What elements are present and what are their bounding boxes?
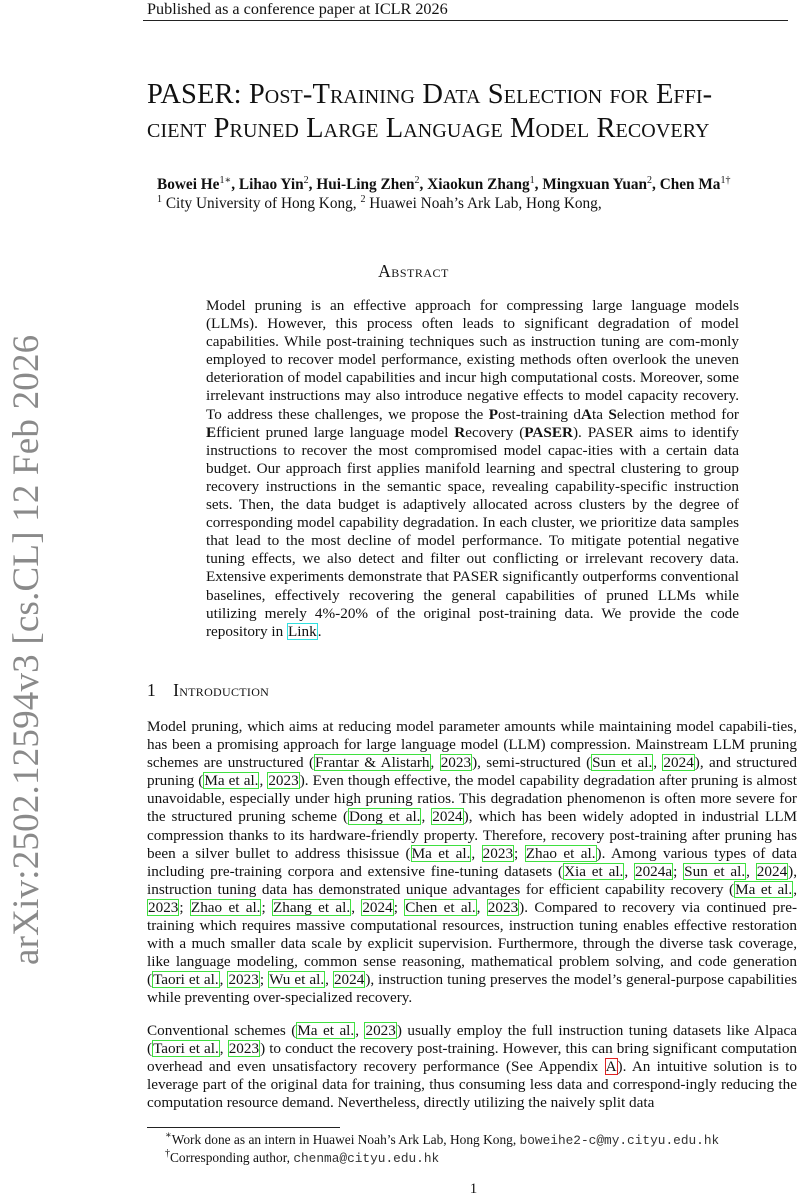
affiliation-1: City University of Hong Kong, — [165, 195, 357, 212]
citation-year-link[interactable]: 2024 — [362, 898, 393, 916]
footnote-2: †Corresponding author, chenma@cityu.edu.hk — [165, 1148, 440, 1166]
page-number: 1 — [469, 1181, 478, 1197]
citation-link[interactable]: Zhao et al. — [525, 844, 596, 862]
author-affil-mark: 1∗ — [219, 175, 232, 186]
citation-link[interactable]: Sun et al. — [684, 862, 746, 880]
citation-link[interactable]: Zhao et al. — [190, 898, 261, 916]
citation-year-link[interactable]: 2023 — [487, 898, 519, 916]
author-name: Chen Ma — [659, 176, 721, 193]
author-affil-mark: 1† — [720, 175, 731, 186]
citation-link[interactable]: Chen et al. — [405, 898, 476, 916]
author-name: Mingxuan Yuan — [542, 176, 648, 193]
citation-link[interactable]: Wu et al. — [269, 971, 325, 989]
citation-link[interactable]: Xia et al. — [564, 862, 624, 880]
citation-year-link[interactable]: 2023 — [228, 1040, 260, 1058]
arxiv-identifier-stamp: arXiv:2502.12594v3 [cs.CL] 12 Feb 2026 — [6, 334, 47, 965]
corresponding-email: chenma@cityu.edu.hk — [293, 1151, 440, 1166]
paper-title — [147, 78, 797, 146]
introduction-paragraph-1: Model pruning, which aims at reducing model parameter amounts while maintaining model capabili-ties, has been a promising approach for large language model (LLM) compression. Mainstream LLM pruning schemes are unstructured (Frantar & Alistarh, 2023), semi-structured (Sun et al., 2024), and structured pruning (Ma et al., 2023). Even though effective, the model capability degradation after pruning is almost unavoidable, especially under high pruning ratios. This degradation phenomenon is often more severe for the structured pruning scheme (Dong et al., 2024), which has been widely adopted in industrial LLM compression thanks to its hardware-friendly property. Therefore, recovery post-training after pruning has been a silver bullet to address thisissue (Ma et al., 2023; Zhao et al.). Among various types of data including pre-training corpora and extensive fine-tuning datasets (Xia et al., 2024a; Sun et al., 2024), instruction tuning data has demonstrated unique advantages for efficient capability recovery (Ma et al., 2023; Zhao et al.; Zhang et al., 2024; Chen et al., 2023). Compared to recovery via continued pre-training which requires massive computational resources, instruction tuning enables effective restoration with a much smaller data scale by explicit supervision. Furthermore, through the diverse task coverage, like language modeling, common sense reasoning, mathematical problem solving, and code generation (Taori et al., 2023; Wu et al., 2024), instruction tuning preserves the model’s general-purpose capabilities while preventing over-specialized recovery. — [147, 718, 798, 1007]
citation-link[interactable]: Sun et al. — [592, 754, 653, 772]
author-name: Hui-Ling Zhen — [316, 176, 415, 193]
author-name: Bowei He — [157, 176, 220, 193]
citation-year-link[interactable]: 2023 — [148, 898, 179, 916]
abstract-heading: Abstract — [378, 261, 449, 281]
footnote-rule — [147, 1127, 340, 1128]
citation-year-link[interactable]: 2024 — [756, 862, 788, 880]
citation-link[interactable]: Ma et al. — [204, 772, 259, 790]
author-affil-mark: 2 — [414, 175, 420, 186]
affil-mark: 1 — [157, 194, 162, 205]
citation-year-link[interactable]: 2024 — [333, 971, 365, 989]
section-heading-introduction: 1 Introduction — [147, 680, 270, 700]
citation-year-link[interactable]: 2024 — [432, 808, 463, 826]
author-list: Bowei $He^{1∗}$, Lihao Yin$^2$, Hui-Ling Zhen$^2$, Xiaokun Zhang$^1$, Mingxuan Yuan$^2$, Chen $Ma^{1\dagger}$ — [157, 175, 731, 193]
citation-year-link[interactable]: 2023 — [440, 754, 472, 772]
citation-year-link[interactable]: 2024a — [634, 862, 673, 880]
introduction-paragraph-2: Conventional schemes (Ma et al., 2023) usually employ the full instruction tuning datasets like Alpaca (Taori et al., 2023) to conduct the recovery post-training. However, this can bring significant computation overhead and even unsatisfactory recovery performance (See Appendix A). An intuitive solution is to leverage part of the original data for training, thus consuming less data and correspond-ingly reducing the computation resource demand. Nevertheless, directly utilizing the naively split data — [147, 1022, 798, 1112]
appendix-reference-link[interactable]: A — [605, 1058, 617, 1076]
author-affil-mark: 2 — [647, 175, 653, 186]
author-affil-mark: 2 — [303, 175, 309, 186]
citation-year-link[interactable]: 2023 — [268, 772, 299, 790]
footnote-1: ∗Work done as an intern in Huawei Noah’s Ark Lab, Hong Kong, boweihe2-c@my.cityu.edu.hk — [165, 1130, 720, 1148]
citation-link[interactable]: Dong et al. — [349, 808, 421, 826]
abstract-body: Model pruning is an effective approach for compressing large language models (LLMs). However, this process often leads to significant degradation of model capabilities. While post-training techniques such as instruction tuning are com-monly employed to recover model performance, existing methods often overlook the uneven deterioration of model capabilities and incur high computational costs. Moreover, some irrelevant instructions may also introduce negative effects to model capacity recovery. To address these challenges, we propose the Post-training dAta Selection method for Efficient pruned large language model Recovery (PASER). PASER aims to identify instructions to recover the most compromised model capac-ities with a certain data budget. Our approach first applies manifold learning and spectral clustering to group recovery instructions in the semantic space, revealing capability-specific instruction sets. Then, the data budget is adaptively allocated across clusters by the degree of corresponding model capability degradation. In each cluster, we prioritize data samples that lead to the most decline of model performance. To mitigate potential negative tuning effects, we also detect and filter out conflicting or irrelevant recovery data. Extensive experiments demonstrate that PASER significantly outperforms conventional baselines, effectively recovering the general capabilities of pruned LLMs while utilizing merely 4%-20% of the original post-training data. We provide the code repository in Link. — [206, 297, 740, 640]
citation-link[interactable]: Taori et al. — [153, 1040, 219, 1058]
citation-link[interactable]: Zhang et al. — [273, 898, 351, 916]
author-name: Xiaokun Zhang — [427, 176, 530, 193]
author-name: Lihao Yin — [238, 176, 304, 193]
citation-link[interactable]: Taori et al. — [153, 971, 219, 989]
affiliations — [157, 194, 797, 213]
title-line-1: PASER: Post-Training Data Selection for Effi- — [147, 79, 713, 110]
footnotes — [165, 1131, 801, 1167]
running-header: Published as a conference paper at ICLR 2026 — [147, 0, 448, 18]
author-affil-mark: 1 — [529, 175, 535, 186]
author-email: boweihe2-c@my.cityu.edu.hk — [519, 1133, 720, 1148]
affil-mark: 2 — [360, 194, 366, 205]
citation-year-link[interactable]: 2023 — [482, 844, 514, 862]
citation-year-link[interactable]: 2023 — [228, 971, 259, 989]
citation-link[interactable]: Frantar & Alistarh — [315, 754, 430, 772]
header-rule — [143, 20, 788, 21]
citation-link[interactable]: Ma et al. — [735, 880, 793, 898]
citation-year-link[interactable]: 2024 — [663, 754, 694, 772]
citation-year-link[interactable]: 2023 — [365, 1022, 396, 1039]
citation-link[interactable]: Ma et al. — [411, 844, 471, 862]
code-repository-link[interactable]: Link — [288, 622, 317, 640]
title-line-2: cient Pruned Large Language Model Recovery — [147, 113, 710, 144]
affiliation-2: Huawei Noah’s Ark Lab, Hong Kong, — [369, 195, 602, 212]
citation-link[interactable]: Ma et al. — [297, 1022, 355, 1039]
